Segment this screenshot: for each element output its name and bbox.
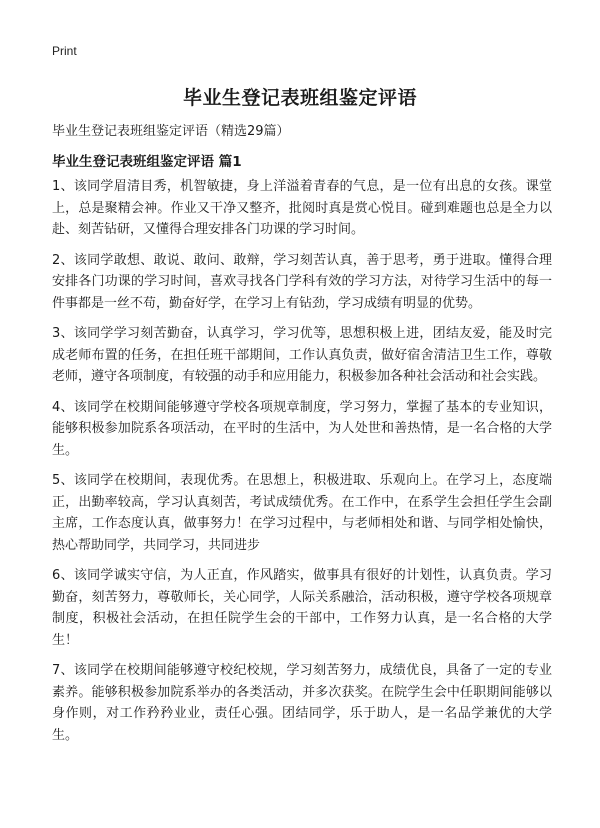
document-subtitle: 毕业生登记表班组鉴定评语（精选29篇） [52,124,290,139]
paragraph-4: 4、该同学在校期间能够遵守学校各项规章制度，学习努力，掌握了基本的专业知识，能够积极参加院系各项活动，在平时的生活中，为人处世和善热情，是一名合格的大学生。 [52,399,552,458]
paragraph-6: 6、该同学诚实守信，为人正直，作风踏实，做事具有很好的计划性，认真负责。学习勤奋，刻苦努力，尊敬师长，关心同学，人际关系融洽，活动积极，遵守学校各项规章制度，积极社会活动，在担任院学生会的干部中，工作努力认真，是一名合格的大学生！ [52,568,552,648]
section-heading: 毕业生登记表班组鉴定评语 篇1 [52,154,242,170]
print-link[interactable]: Print [52,44,77,58]
paragraph-1: 1、该同学眉清目秀，机智敏捷，身上洋溢着青春的气息，是一位有出息的女孩。课堂上，总是聚精会神。作业又干净又整齐，批阅时真是赏心悦目。碰到难题也总是全力以赴、刻苦钻研，又懂得合理安排各门功课的学习时间。 [52,179,552,237]
page-title: 毕业生登记表班组鉴定评语 [182,87,417,109]
paragraph-2: 2、该同学敢想、敢说、敢问、敢辩，学习刻苦认真，善于思考，勇于进取。懂得合理安排各门功课的学习时间，喜欢寻找各门学科有效的学习方法，对待学习生活中的每一件事都是一丝不苟，勤奋好学，在学习上有钻劲，学习成绩有明显的优势。 [52,252,552,311]
article-body [52,176,552,755]
paragraph-7: 7、该同学在校期间能够遵守校纪校规，学习刻苦努力，成绩优良，具备了一定的专业素养。能够积极参加院系举办的各类活动，并多次获奖。在院学生会中任职期间能够以身作则，对工作矜矜业业，责任心强。团结同学，乐于助人，是一名品学兼优的大学生。 [52,663,552,743]
paragraph-3: 3、该同学学习刻苦勤奋，认真学习，学习优等，思想积极上进，团结友爱，能及时完成老师布置的任务，在担任班干部期间，工作认真负责，做好宿舍清洁卫生工作，尊敬老师，遵守各项制度，有较强的动手和应用能力，积极参加各种社会活动和社会实践。 [52,326,552,384]
paragraph-5: 5、该同学在校期间，表现优秀。在思想上，积极进取、乐观向上。在学习上，态度端正，出勤率较高，学习认真刻苦，考试成绩优秀。在工作中，在系学生会担任学生会副主席，工作态度认真，做事努力！在学习过程中，与老师相处和谐、与同学相处愉快，热心帮助同学，共同学习，共同进步 [52,473,552,553]
